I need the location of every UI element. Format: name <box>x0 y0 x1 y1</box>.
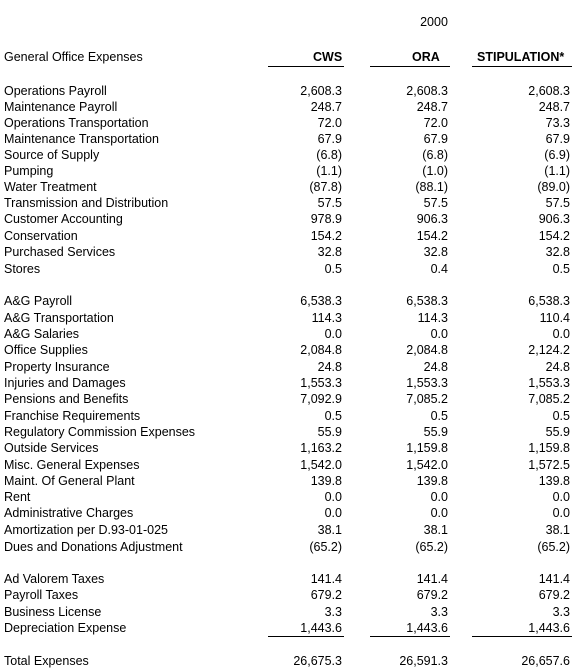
cws-value: 7,092.9 <box>300 392 342 406</box>
column-header-stipulation: STIPULATION* <box>477 50 565 64</box>
row-label: A&G Transportation <box>4 311 114 325</box>
table-row <box>0 84 575 100</box>
ora-value: 0.0 <box>430 490 448 504</box>
total-rule-stipulation <box>472 636 572 637</box>
stipulation-value: 7,085.2 <box>528 392 570 406</box>
table-row <box>0 164 575 180</box>
stipulation-value: 141.4 <box>538 572 570 586</box>
table-row <box>0 262 575 278</box>
table-row <box>0 540 575 556</box>
stipulation-value: 0.0 <box>552 506 570 520</box>
table-row <box>0 441 575 457</box>
row-label: Property Insurance <box>4 360 110 374</box>
ora-value: 2,084.8 <box>406 343 448 357</box>
table-row <box>0 425 575 441</box>
cws-value: 1,553.3 <box>300 376 342 390</box>
row-label: Purchased Services <box>4 245 116 259</box>
ora-value: 679.2 <box>416 588 448 602</box>
table-row <box>0 360 575 376</box>
row-label: Office Supplies <box>4 343 88 357</box>
stipulation-value: 0.5 <box>552 262 570 276</box>
cws-value: 0.0 <box>324 506 342 520</box>
ora-value: 7,085.2 <box>406 392 448 406</box>
row-label: Water Treatment <box>4 180 97 194</box>
table-row <box>0 229 575 245</box>
table-row <box>0 621 575 637</box>
stipulation-value: 248.7 <box>538 100 570 114</box>
row-label: Conservation <box>4 229 78 243</box>
ora-value: 1,443.6 <box>406 621 448 635</box>
ora-value: 57.5 <box>423 196 448 210</box>
ora-value: 6,538.3 <box>406 294 448 308</box>
ora-value: 2,608.3 <box>406 84 448 98</box>
table-row <box>0 327 575 343</box>
stipulation-value: 67.9 <box>545 132 570 146</box>
column-header-cws: CWS <box>313 50 343 64</box>
header-underline-ora <box>370 66 450 67</box>
stipulation-value: 1,159.8 <box>528 441 570 455</box>
stipulation-value: 38.1 <box>545 523 570 537</box>
ora-value: 114.3 <box>417 311 448 325</box>
table-row <box>0 212 575 228</box>
table-row <box>0 245 575 261</box>
ora-value: 0.0 <box>430 327 448 341</box>
row-label: Dues and Donations Adjustment <box>4 540 183 554</box>
table-row <box>0 376 575 392</box>
cws-value: 0.0 <box>324 327 342 341</box>
cws-value: 1,163.2 <box>300 441 342 455</box>
ora-value: (65.2) <box>415 540 448 554</box>
table-row <box>0 148 575 164</box>
table-row <box>0 506 575 522</box>
stipulation-value: (89.0) <box>537 180 570 194</box>
row-label: Customer Accounting <box>4 212 123 226</box>
cws-value: 26,675.3 <box>293 654 342 668</box>
stipulation-value: 57.5 <box>545 196 570 210</box>
ora-value: 1,553.3 <box>406 376 448 390</box>
row-label: Depreciation Expense <box>4 621 127 635</box>
stipulation-value: 110.4 <box>539 311 570 325</box>
row-label: Operations Transportation <box>4 116 149 130</box>
stipulation-value: 1,553.3 <box>528 376 570 390</box>
cws-value: (1.1) <box>316 164 342 178</box>
cws-value: 1,542.0 <box>300 458 342 472</box>
stipulation-value: 679.2 <box>538 588 570 602</box>
ora-value: 0.5 <box>430 409 448 423</box>
row-label: Pumping <box>4 164 54 178</box>
stipulation-value: (6.9) <box>544 148 570 162</box>
cws-value: 154.2 <box>310 229 342 243</box>
year-heading: 2000 <box>420 15 448 29</box>
stipulation-value: 6,538.3 <box>528 294 570 308</box>
row-label: Misc. General Expenses <box>4 458 140 472</box>
ora-value: 141.4 <box>416 572 448 586</box>
cws-value: 1,443.6 <box>300 621 342 635</box>
row-label: Operations Payroll <box>4 84 107 98</box>
cws-value: 32.8 <box>317 245 342 259</box>
stipulation-value: 3.3 <box>552 605 570 619</box>
table-title: General Office Expenses <box>4 50 143 64</box>
cws-value: 139.8 <box>310 474 342 488</box>
ora-value: 55.9 <box>423 425 448 439</box>
table-row <box>0 343 575 359</box>
ora-value: (1.0) <box>422 164 448 178</box>
table-row <box>0 605 575 621</box>
cws-value: (87.8) <box>309 180 342 194</box>
row-label: Ad Valorem Taxes <box>4 572 105 586</box>
table-row <box>0 572 575 588</box>
table-row <box>0 294 575 310</box>
table-row <box>0 474 575 490</box>
cws-value: 0.5 <box>324 262 342 276</box>
table-row <box>0 409 575 425</box>
table-row <box>0 392 575 408</box>
row-label: A&G Payroll <box>4 294 73 308</box>
ora-value: 1,542.0 <box>406 458 448 472</box>
cws-value: 6,538.3 <box>300 294 342 308</box>
row-label: Regulatory Commission Expenses <box>4 425 196 439</box>
stipulation-value: (1.1) <box>544 164 570 178</box>
total-rule-ora <box>370 636 450 637</box>
row-label: Pensions and Benefits <box>4 392 129 406</box>
ora-value: 67.9 <box>423 132 448 146</box>
ora-value: 154.2 <box>416 229 448 243</box>
stipulation-value: 2,608.3 <box>528 84 570 98</box>
ora-value: 24.8 <box>423 360 448 374</box>
ora-value: (6.8) <box>422 148 448 162</box>
ora-value: 1,159.8 <box>406 441 448 455</box>
cws-value: 38.1 <box>317 523 342 537</box>
stipulation-value: 32.8 <box>545 245 570 259</box>
cws-value: (65.2) <box>309 540 342 554</box>
ora-value: 72.0 <box>423 116 448 130</box>
ora-value: 0.4 <box>430 262 448 276</box>
stipulation-value: 1,572.5 <box>528 458 570 472</box>
table-row <box>0 180 575 196</box>
row-label: A&G Salaries <box>4 327 80 341</box>
row-label: Stores <box>4 262 41 276</box>
cws-value: 55.9 <box>317 425 342 439</box>
stipulation-value: (65.2) <box>537 540 570 554</box>
header-underline-cws <box>268 66 344 67</box>
ora-value: 3.3 <box>430 605 448 619</box>
stipulation-value: 26,657.6 <box>521 654 570 668</box>
row-label: Payroll Taxes <box>4 588 79 602</box>
row-label: Source of Supply <box>4 148 100 162</box>
stipulation-value: 2,124.2 <box>528 343 570 357</box>
cws-value: 141.4 <box>310 572 342 586</box>
ora-value: 906.3 <box>416 212 448 226</box>
cws-value: 0.5 <box>324 409 342 423</box>
row-label: Business License <box>4 605 102 619</box>
cws-value: 0.0 <box>324 490 342 504</box>
row-label: Total Expenses <box>4 654 89 668</box>
table-row <box>0 116 575 132</box>
table-row <box>0 523 575 539</box>
cws-value: 679.2 <box>310 588 342 602</box>
cws-value: 3.3 <box>324 605 342 619</box>
stipulation-value: 1,443.6 <box>528 621 570 635</box>
row-label: Amortization per D.93-01-025 <box>4 523 168 537</box>
table-row <box>0 196 575 212</box>
stipulation-value: 0.0 <box>552 327 570 341</box>
table-row <box>0 100 575 116</box>
stipulation-value: 0.0 <box>552 490 570 504</box>
cws-value: 57.5 <box>317 196 342 210</box>
row-label: Franchise Requirements <box>4 409 141 423</box>
stipulation-value: 55.9 <box>545 425 570 439</box>
table-row <box>0 588 575 604</box>
ora-value: 248.7 <box>416 100 448 114</box>
cws-value: 67.9 <box>317 132 342 146</box>
stipulation-value: 24.8 <box>545 360 570 374</box>
stipulation-value: 139.8 <box>538 474 570 488</box>
table-row <box>0 654 575 670</box>
ora-value: 26,591.3 <box>399 654 448 668</box>
column-header-ora: ORA <box>412 50 440 64</box>
cws-value: 2,608.3 <box>300 84 342 98</box>
cws-value: 72.0 <box>317 116 342 130</box>
ora-value: 139.8 <box>416 474 448 488</box>
stipulation-value: 73.3 <box>545 116 570 130</box>
row-label: Administrative Charges <box>4 506 134 520</box>
ora-value: 0.0 <box>430 506 448 520</box>
table-row <box>0 458 575 474</box>
row-label: Maintenance Transportation <box>4 132 159 146</box>
ora-value: (88.1) <box>415 180 448 194</box>
row-label: Transmission and Distribution <box>4 196 169 210</box>
stipulation-value: 0.5 <box>552 409 570 423</box>
table-row <box>0 490 575 506</box>
cws-value: 2,084.8 <box>300 343 342 357</box>
row-label: Rent <box>4 490 31 504</box>
stipulation-value: 154.2 <box>538 229 570 243</box>
row-label: Maint. Of General Plant <box>4 474 135 488</box>
table-row <box>0 311 575 327</box>
total-rule-cws <box>268 636 344 637</box>
cws-value: 978.9 <box>310 212 342 226</box>
row-label: Maintenance Payroll <box>4 100 118 114</box>
ora-value: 38.1 <box>423 523 448 537</box>
cws-value: 114.3 <box>311 311 342 325</box>
stipulation-value: 906.3 <box>538 212 570 226</box>
row-label: Outside Services <box>4 441 99 455</box>
table-row <box>0 132 575 148</box>
ora-value: 32.8 <box>423 245 448 259</box>
cws-value: 24.8 <box>317 360 342 374</box>
cws-value: 248.7 <box>310 100 342 114</box>
row-label: Injuries and Damages <box>4 376 126 390</box>
cws-value: (6.8) <box>316 148 342 162</box>
header-underline-stipulation <box>472 66 572 67</box>
